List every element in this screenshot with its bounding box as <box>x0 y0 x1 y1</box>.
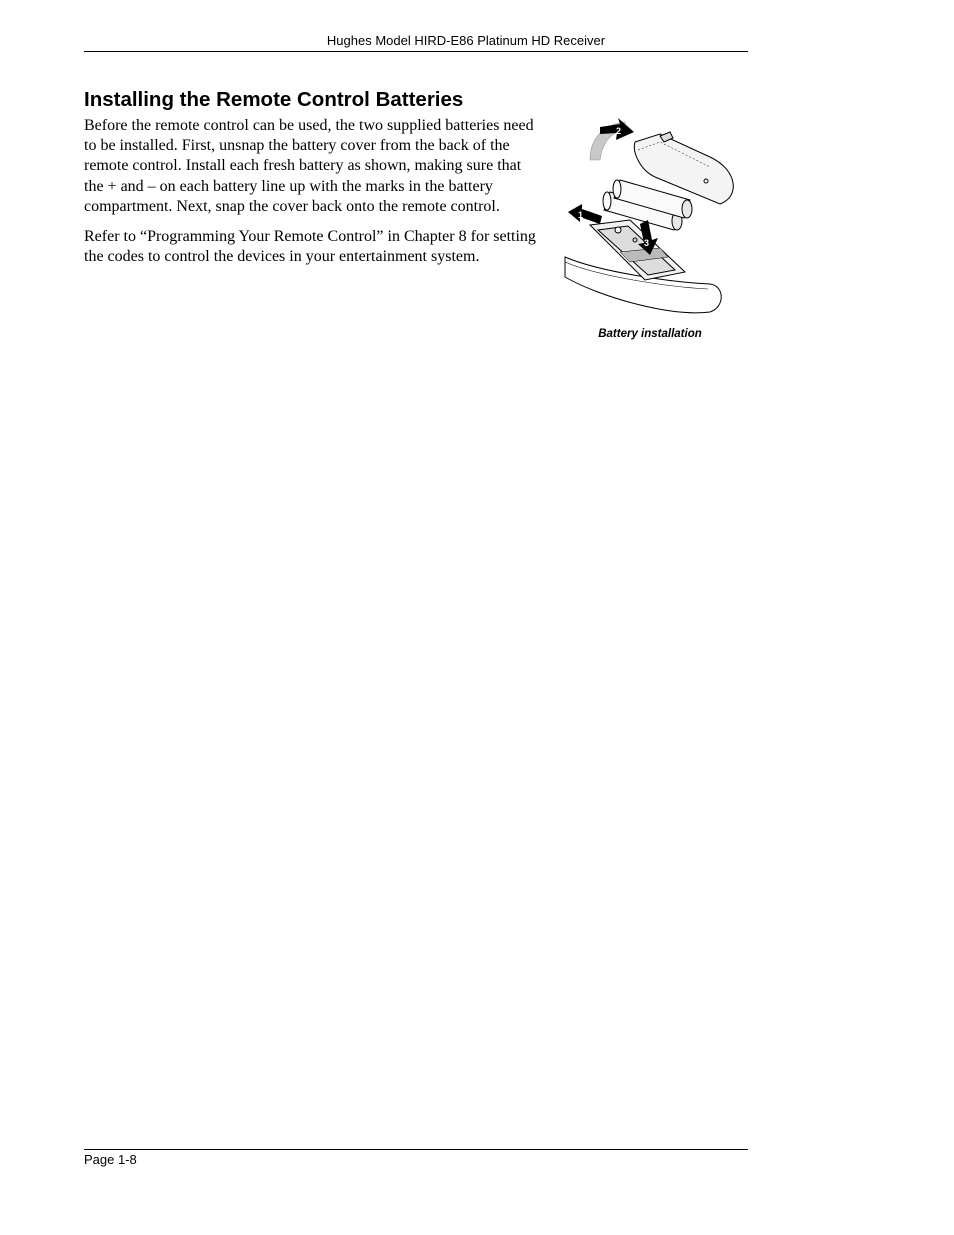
paragraph-programming-reference: Refer to “Programming Your Remote Control” in Chapter 8 for setting the codes to control the devices in your entertainment system. <box>84 228 536 266</box>
step-arrow-1 <box>568 204 602 224</box>
paragraph-battery-install: Before the remote control can be used, the two supplied batteries need to be installed. First, unsnap the battery cover from the back of the remote control. Install each fresh battery as shown, making sure that the + and – on each battery line up with the marks in the battery compartment. Next, snap the cover back onto the remote control. <box>84 117 534 215</box>
svg-text:2: 2 <box>616 126 622 136</box>
battery-installation-illustration <box>560 112 740 327</box>
header-title: Hughes Model HIRD-E86 Platinum HD Receiver <box>326 33 606 48</box>
figure-caption: Battery installation <box>598 328 702 340</box>
page-number: Page 1-8 <box>84 1152 137 1167</box>
body-text <box>84 116 540 277</box>
svg-text:1: 1 <box>578 210 584 220</box>
page-footer <box>84 1149 748 1167</box>
svg-text:3: 3 <box>644 238 650 248</box>
running-header <box>84 33 748 52</box>
section-heading: Installing the Remote Control Batteries <box>84 88 464 111</box>
